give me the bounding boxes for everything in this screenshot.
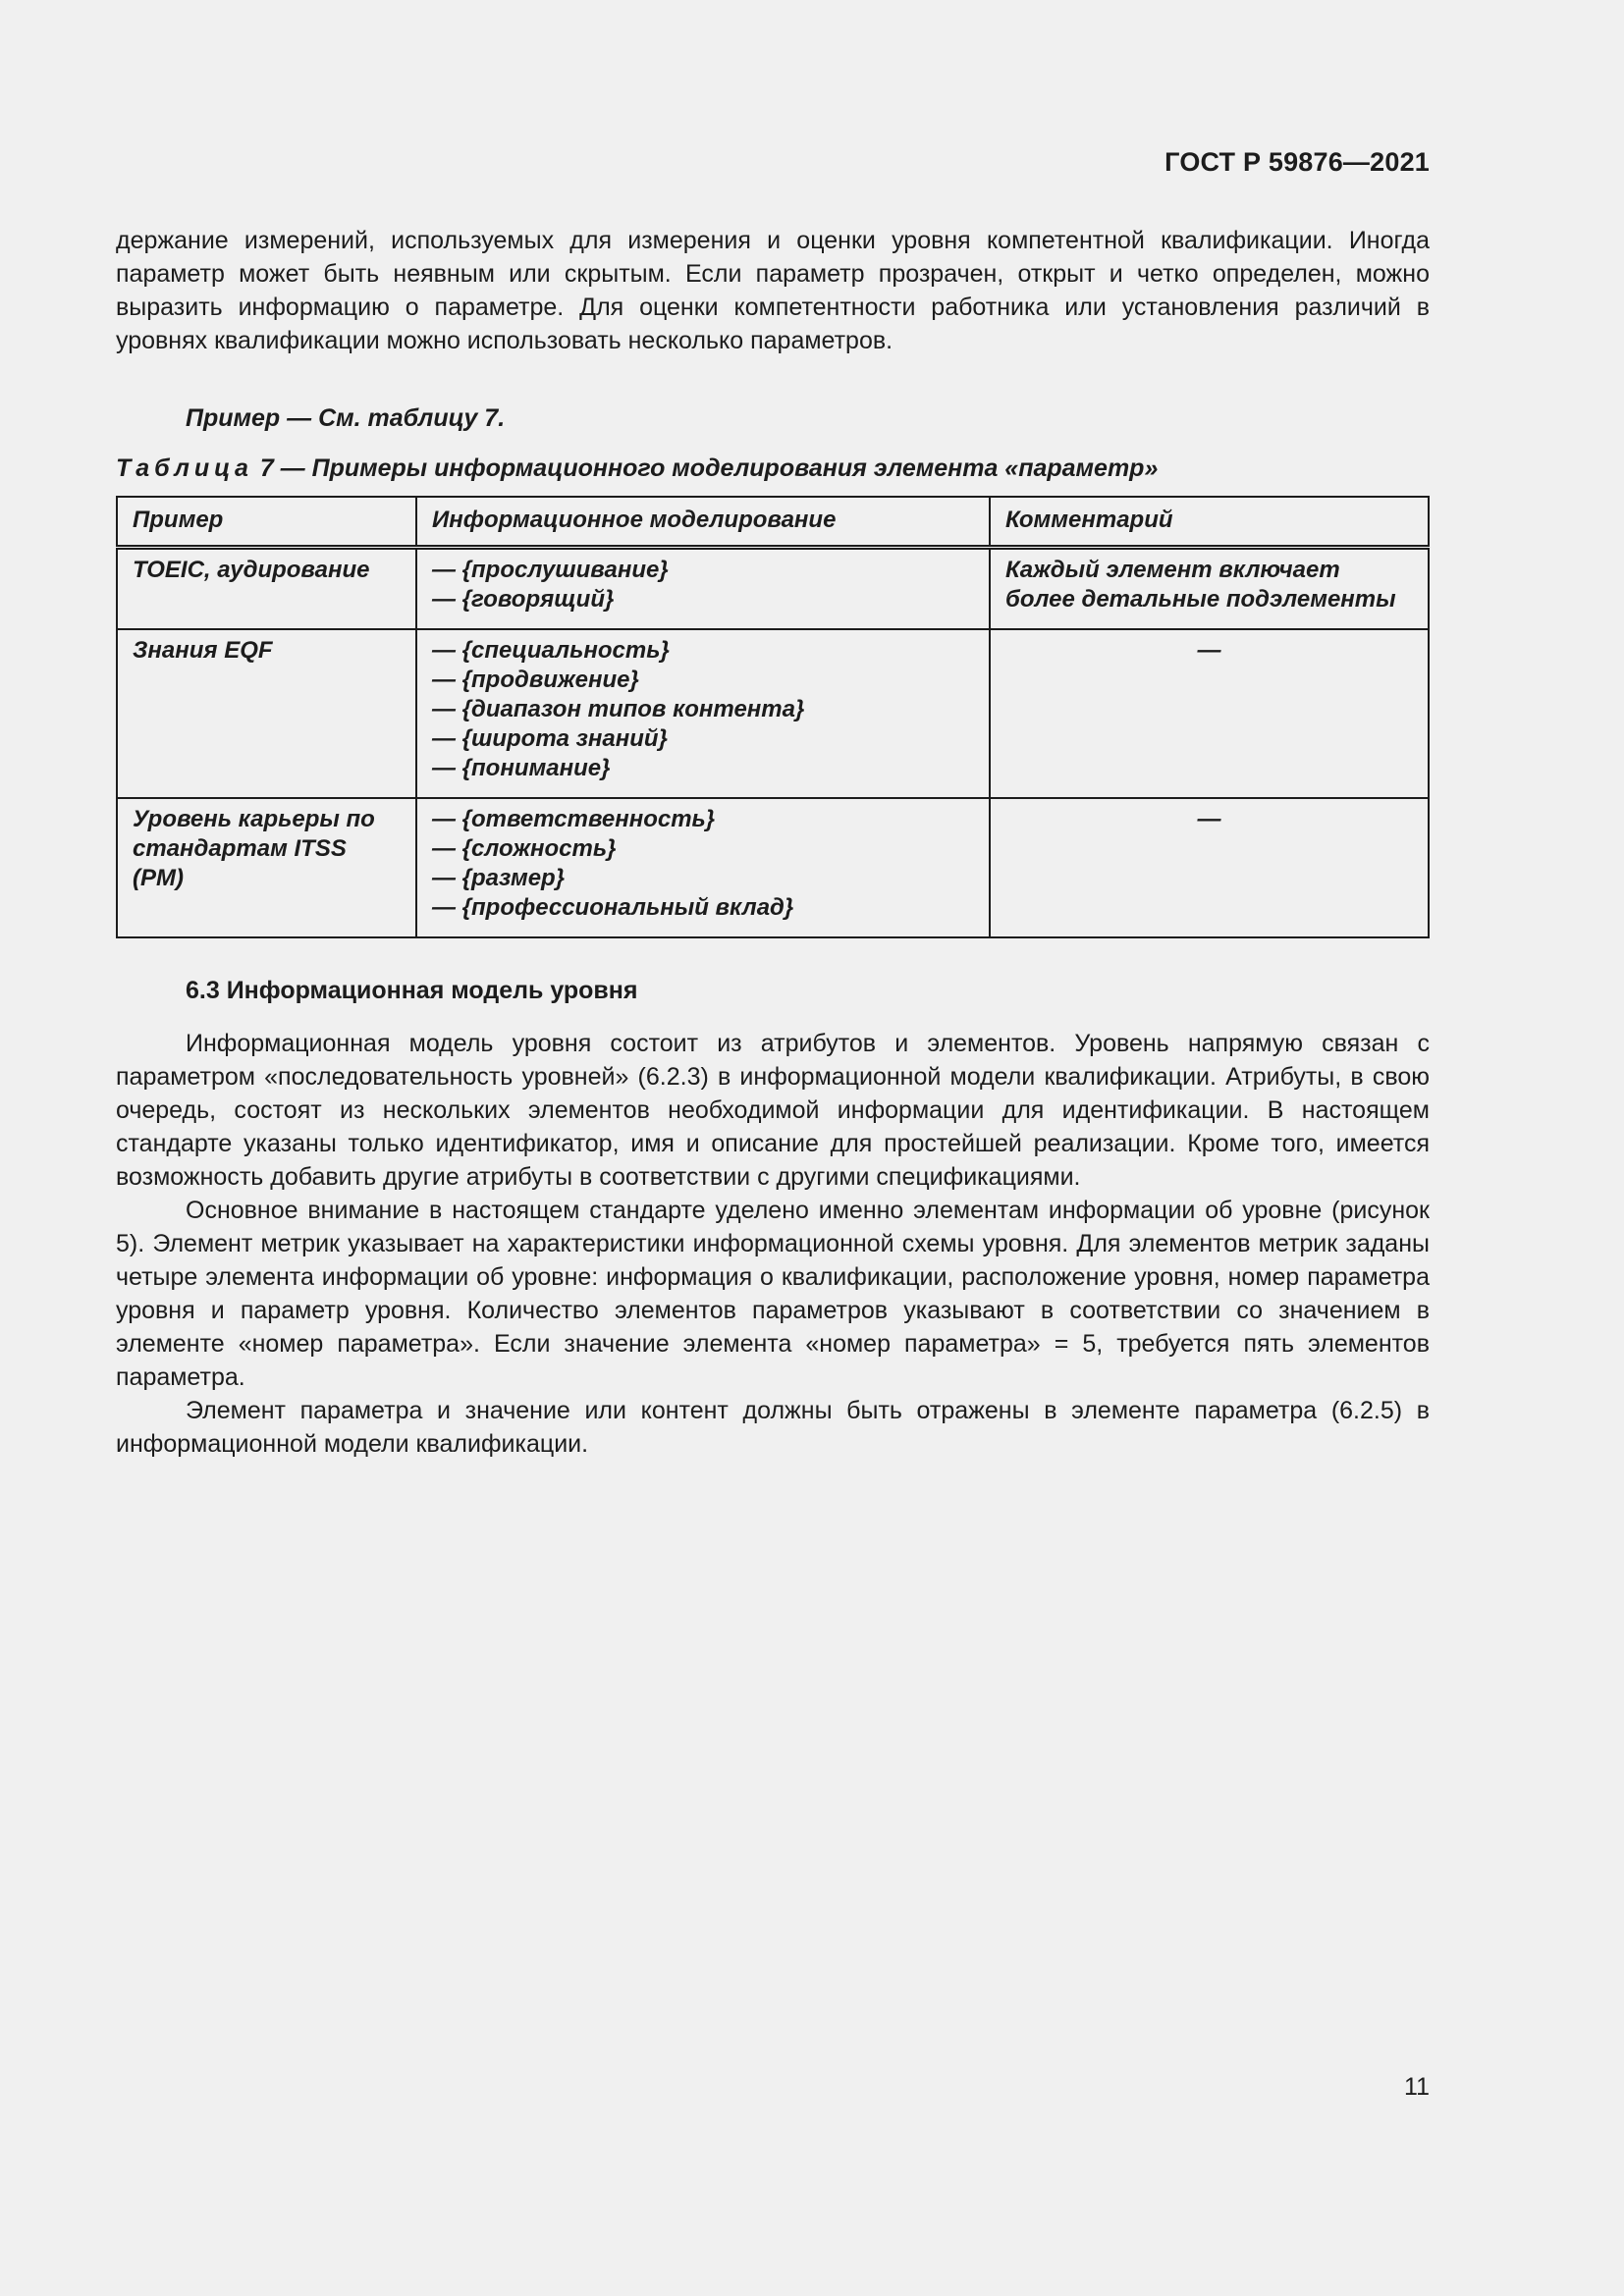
modeling-item: — {говорящий} [432,586,615,613]
cell-modeling [416,798,990,937]
cell-example: Уровень карьеры по стандартам ITSS (PM) [117,798,416,937]
modeling-item: — {специальность} [432,637,670,664]
intro-paragraph: держание измерений, используемых для измерения и оценки уровня компетентной квалификации. Иногда параметр может быть неявным или скрытым. Если параметр прозрачен, открыт и четко определен, можно выразить информацию о параметре. Для оценки компетентности работника или установления различий в уровнях квалификации можно использовать несколько параметров. [116,227,1430,354]
modeling-item: — {прослушивание} [432,557,669,583]
document-page [116,0,1430,2296]
table-header-row [117,497,1429,548]
cell-modeling [416,548,990,630]
page-number: 11 [1404,2073,1430,2101]
table-caption [116,452,1430,485]
cell-example: TOEIC, аудирование [117,548,416,630]
header-modeling: Информационное моделирование [416,497,990,548]
modeling-item: — {продвижение} [432,667,639,693]
header-example: Пример [117,497,416,548]
cell-comment: — [990,629,1429,798]
parameter-modeling-table [116,496,1430,938]
table-caption-label: Таблица [116,454,253,482]
standard-code-header: ГОСТ Р 59876—2021 [1164,147,1430,177]
cell-example: Знания EQF [117,629,416,798]
table-row [117,798,1429,937]
cell-comment: Каждый элемент включает более детальные подэлементы [990,548,1429,630]
section-paragraph: Информационная модель уровня состоит из атрибутов и элементов. Уровень напрямую связан с параметром «последовательность уровней» (6.2.3) в информационной модели квалификации. Атрибуты, в свою очередь, состоят из нескольких элементов необходимой информации для идентификации. В настоящем стандарте указаны только идентификатор, имя и описание для простейшей реализации. Кроме того, имеется возможность добавить другие атрибуты в соответствии с другими спецификациями. [116,1030,1430,1191]
table-caption-text: 7 — Примеры информационного моделирования элемента «параметр» [252,454,1159,482]
modeling-item: — {профессиональный вклад} [432,894,794,921]
example-note: Пример — См. таблицу 7. [186,404,506,432]
table-row [117,629,1429,798]
section-heading: 6.3 Информационная модель уровня [186,977,638,1004]
modeling-item: — {диапазон типов контента} [432,696,805,722]
modeling-item: — {ответственность} [432,806,716,832]
table-row [117,548,1429,630]
cell-comment: — [990,798,1429,937]
section-paragraph: Основное внимание в настоящем стандарте уделено именно элементам информации об уровне (рисунок 5). Элемент метрик указывает на характеристики информационной схемы уровня. Для элементов метрик заданы четыре элемента информации об уровне: информация о квалификации, расположение уровня, номер параметра уровня и параметр уровня. Количество элементов параметров указывают в соответствии со значением в элементе «номер параметра». Если значение элемента «номер параметра» = 5, требуется пять элементов параметра. [116,1197,1430,1391]
modeling-item: — {сложность} [432,835,617,862]
header-comment: Комментарий [990,497,1429,548]
section-paragraph: Элемент параметра и значение или контент должны быть отражены в элементе параметра (6.2.5) в информационной модели квалификации. [116,1397,1430,1458]
modeling-item: — {размер} [432,865,566,891]
document-body [116,224,1430,1461]
cell-modeling [416,629,990,798]
modeling-item: — {понимание} [432,755,611,781]
modeling-item: — {широта знаний} [432,725,668,752]
